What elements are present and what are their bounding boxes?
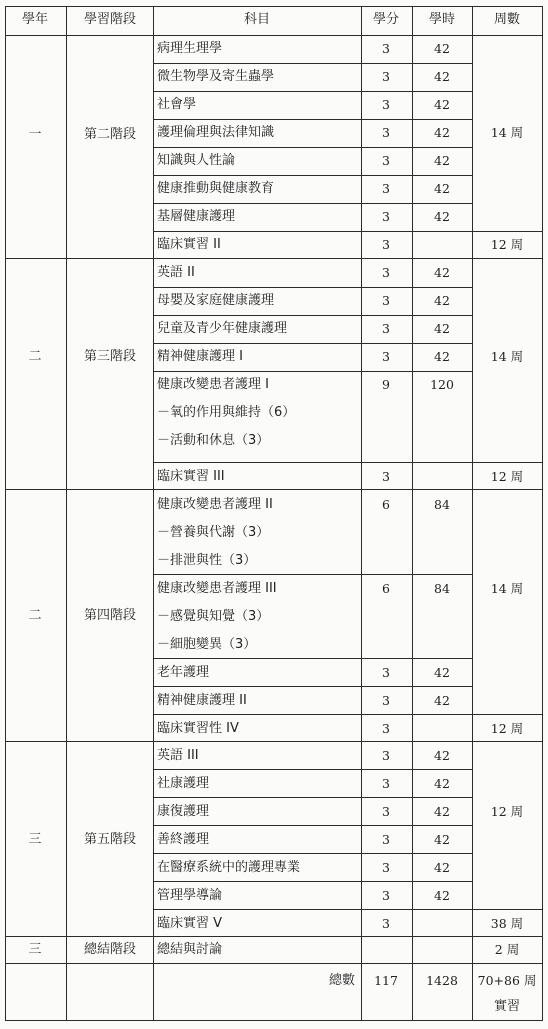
row-divider bbox=[153, 231, 542, 232]
year-label: 三 bbox=[28, 832, 42, 847]
header-stage: 學習階段 bbox=[83, 12, 137, 27]
hour-value: 42 bbox=[434, 153, 450, 168]
credit-value: 3 bbox=[382, 860, 390, 875]
subject-name: 老年護理 bbox=[157, 665, 210, 680]
credit-value: 3 bbox=[382, 748, 390, 763]
credit-value: 3 bbox=[382, 349, 390, 364]
year-label: 一 bbox=[28, 127, 42, 142]
total-weeks: 70+86 周 bbox=[477, 973, 537, 988]
row-divider bbox=[153, 769, 472, 770]
table-border-left bbox=[5, 6, 6, 1021]
header-subject: 科目 bbox=[243, 12, 271, 27]
row-divider bbox=[153, 315, 472, 316]
subject-name: 社康護理 bbox=[157, 776, 210, 791]
row-divider bbox=[153, 147, 472, 148]
hour-value: 42 bbox=[434, 804, 450, 819]
credit-value: 3 bbox=[382, 293, 390, 308]
subject-name: 精神健康護理 II bbox=[157, 693, 247, 708]
hour-value: 84 bbox=[434, 581, 450, 596]
row-divider bbox=[153, 825, 472, 826]
hour-value: 42 bbox=[434, 888, 450, 903]
row-divider bbox=[153, 175, 472, 176]
row-divider bbox=[153, 203, 472, 204]
credit-value: 3 bbox=[382, 125, 390, 140]
credit-value: 3 bbox=[382, 97, 390, 112]
subject-name: 社會學 bbox=[157, 97, 197, 112]
hour-value: 42 bbox=[434, 125, 450, 140]
subject-name: 病理生理學 bbox=[157, 41, 223, 56]
column-divider bbox=[361, 6, 362, 1021]
credit-value: 3 bbox=[382, 916, 390, 931]
subject-name: 健康改變患者護理 I bbox=[157, 377, 269, 392]
row-divider bbox=[153, 343, 472, 344]
row-divider bbox=[153, 797, 472, 798]
credit-value: 3 bbox=[382, 265, 390, 280]
weeks-value: 12 周 bbox=[490, 804, 524, 819]
hour-value: 42 bbox=[434, 860, 450, 875]
subject-name: 兒童及青少年健康護理 bbox=[157, 321, 288, 336]
subject-name: 母嬰及家庭健康護理 bbox=[157, 293, 275, 308]
row-divider bbox=[153, 658, 472, 659]
subject-name: 臨床實習 V bbox=[157, 916, 223, 931]
block-divider bbox=[5, 258, 542, 259]
credit-value: 3 bbox=[382, 804, 390, 819]
year-label: 二 bbox=[28, 349, 42, 364]
column-divider bbox=[66, 6, 67, 1021]
subject-subtopic: －排泄與性（3） bbox=[157, 553, 257, 568]
subject-name: 善終護理 bbox=[157, 832, 210, 847]
row-divider bbox=[153, 686, 472, 687]
subject-name: 臨床實習 II bbox=[157, 237, 221, 252]
row-divider bbox=[153, 462, 542, 463]
row-divider bbox=[153, 853, 472, 854]
subject-name: 臨床實習性 IV bbox=[157, 721, 239, 736]
stage-label: 第四階段 bbox=[83, 608, 137, 623]
credit-value: 3 bbox=[382, 469, 390, 484]
total-credits: 117 bbox=[374, 973, 398, 988]
hour-value: 42 bbox=[434, 665, 450, 680]
weeks-value: 14 周 bbox=[490, 581, 524, 596]
hour-value: 42 bbox=[434, 776, 450, 791]
subject-name: 精神健康護理 I bbox=[157, 349, 243, 364]
row-divider bbox=[153, 909, 542, 910]
year-label: 二 bbox=[28, 608, 42, 623]
column-divider bbox=[412, 6, 413, 1021]
table-border-top bbox=[5, 6, 542, 7]
hour-value: 84 bbox=[434, 497, 450, 512]
subject-name: 英語 II bbox=[157, 265, 195, 280]
table-border-bottom bbox=[5, 1020, 542, 1021]
row-divider bbox=[153, 881, 472, 882]
credit-value: 3 bbox=[382, 832, 390, 847]
header-divider bbox=[5, 35, 542, 36]
subject-name: 在醫療系統中的護理專業 bbox=[157, 860, 301, 875]
table-border-right bbox=[542, 6, 543, 1021]
subject-subtopic: －細胞變異（3） bbox=[157, 637, 257, 652]
hour-value: 120 bbox=[430, 377, 454, 392]
credit-value: 3 bbox=[382, 69, 390, 84]
subject-name: 基層健康護理 bbox=[157, 209, 236, 224]
subject-subtopic: －活動和休息（3） bbox=[157, 433, 270, 448]
credit-value: 3 bbox=[382, 693, 390, 708]
credit-value: 3 bbox=[382, 153, 390, 168]
row-divider bbox=[153, 371, 472, 372]
header-year: 學年 bbox=[21, 12, 49, 27]
hour-value: 42 bbox=[434, 69, 450, 84]
subject-name: 健康改變患者護理 II bbox=[157, 497, 273, 512]
credit-value: 3 bbox=[382, 41, 390, 56]
total-label: 總數 bbox=[329, 973, 356, 988]
hour-value: 42 bbox=[434, 349, 450, 364]
row-divider bbox=[153, 574, 472, 575]
hour-value: 42 bbox=[434, 693, 450, 708]
column-divider bbox=[153, 6, 154, 1021]
weeks-value: 14 周 bbox=[490, 125, 524, 140]
credit-value: 3 bbox=[382, 209, 390, 224]
subject-name: 康復護理 bbox=[157, 804, 210, 819]
year-label: 三 bbox=[28, 942, 42, 957]
stage-label: 第五階段 bbox=[83, 832, 137, 847]
subject-subtopic: －營養與代謝（3） bbox=[157, 525, 270, 540]
hour-value: 42 bbox=[434, 293, 450, 308]
hour-value: 42 bbox=[434, 181, 450, 196]
credit-value: 3 bbox=[382, 665, 390, 680]
subject-name: 管理學導論 bbox=[157, 888, 223, 903]
subject-subtopic: －氧的作用與維持（6） bbox=[157, 405, 296, 420]
hour-value: 42 bbox=[434, 97, 450, 112]
subject-name: 健康推動與健康教育 bbox=[157, 181, 275, 196]
credit-value: 9 bbox=[382, 377, 390, 392]
credit-value: 3 bbox=[382, 721, 390, 736]
subject-name: 英語 III bbox=[157, 748, 199, 763]
subject-name: 健康改變患者護理 III bbox=[157, 581, 277, 596]
credit-value: 6 bbox=[382, 581, 390, 596]
subject-name: 微生物學及寄生蟲學 bbox=[157, 69, 275, 84]
weeks-value: 12 周 bbox=[490, 469, 524, 484]
subject-name: 臨床實習 III bbox=[157, 469, 225, 484]
row-divider bbox=[153, 91, 472, 92]
subject-name: 護理倫理與法律知識 bbox=[157, 125, 275, 140]
total-weeks-note: 實習 bbox=[493, 999, 521, 1014]
block-divider bbox=[5, 489, 542, 490]
stage-label: 第三階段 bbox=[83, 349, 137, 364]
weeks-value: 12 周 bbox=[490, 721, 524, 736]
total-hours: 1428 bbox=[426, 973, 458, 988]
row-divider bbox=[153, 63, 472, 64]
header-hours: 學時 bbox=[428, 12, 456, 27]
hour-value: 42 bbox=[434, 209, 450, 224]
credit-value: 6 bbox=[382, 497, 390, 512]
hour-value: 42 bbox=[434, 41, 450, 56]
hour-value: 42 bbox=[434, 265, 450, 280]
weeks-value: 14 周 bbox=[490, 349, 524, 364]
subject-subtopic: －感覺與知覺（3） bbox=[157, 609, 270, 624]
weeks-value: 12 周 bbox=[490, 237, 524, 252]
stage-label: 第二階段 bbox=[83, 127, 137, 142]
block-divider bbox=[5, 936, 542, 937]
subject-name: 知識與人性論 bbox=[157, 153, 236, 168]
weeks-value: 38 周 bbox=[490, 916, 524, 931]
row-divider bbox=[153, 119, 472, 120]
hour-value: 42 bbox=[434, 748, 450, 763]
header-credits: 學分 bbox=[372, 12, 400, 27]
hour-value: 42 bbox=[434, 321, 450, 336]
credit-value: 3 bbox=[382, 237, 390, 252]
column-divider bbox=[472, 6, 473, 1021]
hour-value: 42 bbox=[434, 832, 450, 847]
stage-label: 總結階段 bbox=[83, 942, 137, 957]
block-divider bbox=[5, 963, 542, 964]
credit-value: 3 bbox=[382, 776, 390, 791]
credit-value: 3 bbox=[382, 181, 390, 196]
header-weeks: 周數 bbox=[493, 12, 521, 27]
row-divider bbox=[153, 714, 542, 715]
subject-name: 總結與討論 bbox=[157, 942, 223, 957]
credit-value: 3 bbox=[382, 888, 390, 903]
block-divider bbox=[5, 741, 542, 742]
weeks-value: 2 周 bbox=[494, 942, 520, 957]
row-divider bbox=[153, 287, 472, 288]
credit-value: 3 bbox=[382, 321, 390, 336]
